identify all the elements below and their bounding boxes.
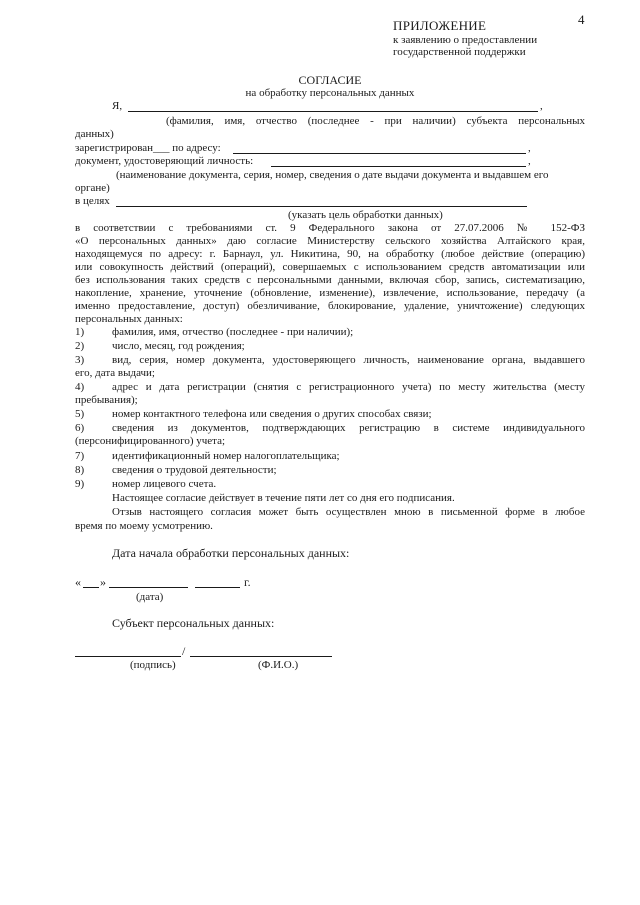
fio-hint-word: персональных [518, 115, 585, 127]
fio-hint-word: наличии) [412, 115, 456, 127]
list-item: вид, серия, номер документа, удостоверяющего личность, наименование органа, выдавшего [112, 354, 585, 366]
purpose-hint: (указать цель обработки данных) [288, 209, 443, 221]
document-end: , [528, 155, 531, 167]
list-number: 5) [75, 408, 85, 420]
list-item-cont: его, дата выдачи; [75, 367, 155, 379]
document-subtitle: на обработку персональных данных [245, 87, 415, 99]
fio-hint-label: (Ф.И.О.) [258, 659, 299, 671]
name-field-line[interactable] [128, 111, 538, 112]
document-title: СОГЛАСИЕ [298, 73, 362, 87]
date-close-quote: » [100, 575, 106, 589]
appendix-line-1: к заявлению о предоставлении [393, 34, 538, 46]
date-year-suffix: г. [244, 575, 251, 589]
fio-hint-word: при [384, 115, 402, 127]
list-number: 3) [75, 354, 85, 366]
date-day-field[interactable] [83, 587, 99, 588]
purpose-field-line[interactable] [116, 206, 527, 207]
list-number: 6) [75, 422, 85, 434]
signature-hint: (подпись) [130, 659, 176, 671]
signature-field[interactable] [75, 656, 181, 657]
fio-hint [166, 115, 585, 128]
list-item: идентификационный номер налогоплательщика; [112, 450, 340, 462]
list-item: фамилия, имя, отчество (последнее - при наличии); [112, 326, 354, 338]
list-item: номер контактного телефона или сведения о других способах связи; [112, 408, 432, 420]
revocation-line-2: время по моему усмотрению. [75, 520, 213, 532]
body-line: «О персональных данных» даю согласие Министерству сельского хозяйства Алтайского края, [75, 235, 585, 247]
fio-hint-word: (последнее [307, 115, 360, 127]
doc-hint: (наименование документа, серия, номер, сведения о дате выдачи документа и выдавшем его [116, 169, 549, 181]
fio-hint-word: (фамилия, [166, 115, 214, 127]
address-field-line[interactable] [233, 153, 526, 154]
fio-field[interactable] [190, 656, 332, 657]
body-line: в соответствии с требованиями ст. 9 Федерального закона от 27.07.2006 № 152-ФЗ [75, 222, 585, 234]
list-number: 7) [75, 450, 85, 462]
fio-hint-word: отчество [255, 115, 297, 127]
body-line: находящемуся по адресу: г. Барнаул, ул. Никитина, 90, на обработку (любое действие (операцию) [75, 248, 585, 260]
list-item: сведения из документов, подтверждающих регистрацию в системе индивидуального [112, 422, 585, 434]
purpose-label: в целях [75, 195, 110, 207]
document-label: документ, удостоверяющий личность: [75, 155, 254, 167]
list-number: 4) [75, 381, 85, 393]
date-hint: (дата) [136, 591, 164, 603]
body-line: или совокупность действий (операций), совершаемых с использованием средств автоматизации или [75, 261, 585, 273]
date-year-field[interactable] [195, 587, 240, 588]
fio-hint-cont: данных) [75, 128, 114, 140]
date-month-field[interactable] [109, 587, 188, 588]
list-number: 1) [75, 326, 85, 338]
list-item: адрес и дата регистрации (снятия с регистрационного учета) по месту жительства (месту [112, 381, 585, 393]
list-number: 8) [75, 464, 85, 476]
page-number: 4 [578, 12, 585, 27]
list-item-cont: (персонифицированного) учета; [75, 435, 226, 447]
revocation-line-1: Отзыв настоящего согласия может быть осуществлен мною в письменной форме в любое [112, 506, 585, 518]
signature-separator: / [182, 644, 186, 658]
list-number: 2) [75, 340, 85, 352]
subject-label: Субъект персональных данных: [112, 616, 275, 630]
body-line: именно предоставление, доступ) обезличивание, блокирование, удаление, уничтожение) следующих [75, 300, 585, 312]
registered-end: , [528, 142, 531, 154]
list-item: сведения о трудовой деятельности; [112, 464, 277, 476]
name-field-end: , [540, 100, 543, 112]
fio-hint-word: имя, [224, 115, 246, 127]
document-field-line[interactable] [271, 166, 526, 167]
body-line: персональных данных: [75, 313, 183, 325]
date-open-quote: « [75, 575, 81, 589]
list-item-cont: пребывания); [75, 394, 138, 406]
appendix-line-2: государственной поддержки [393, 46, 526, 58]
doc-hint-cont: органе) [75, 182, 110, 194]
list-item: номер лицевого счета. [112, 478, 217, 490]
i-label: Я, [112, 100, 123, 112]
registered-label: зарегистрирован___ по адресу: [75, 142, 221, 154]
list-number: 9) [75, 478, 85, 490]
body-line: без использования таких средств с персональными данными, включая сбор, запись, систематизацию, [75, 274, 585, 286]
appendix-title: ПРИЛОЖЕНИЕ [393, 18, 487, 33]
fio-hint-word: - [370, 115, 374, 127]
fio-hint-word: субъекта [466, 115, 508, 127]
start-date-label: Дата начала обработки персональных данных: [112, 546, 350, 560]
body-line: накопление, хранение, уточнение (обновление, изменение), извлечение, использование, передачу (а [75, 287, 585, 299]
validity-statement: Настоящее согласие действует в течение пяти лет со дня его подписания. [112, 492, 455, 504]
list-item: число, месяц, год рождения; [112, 340, 245, 352]
